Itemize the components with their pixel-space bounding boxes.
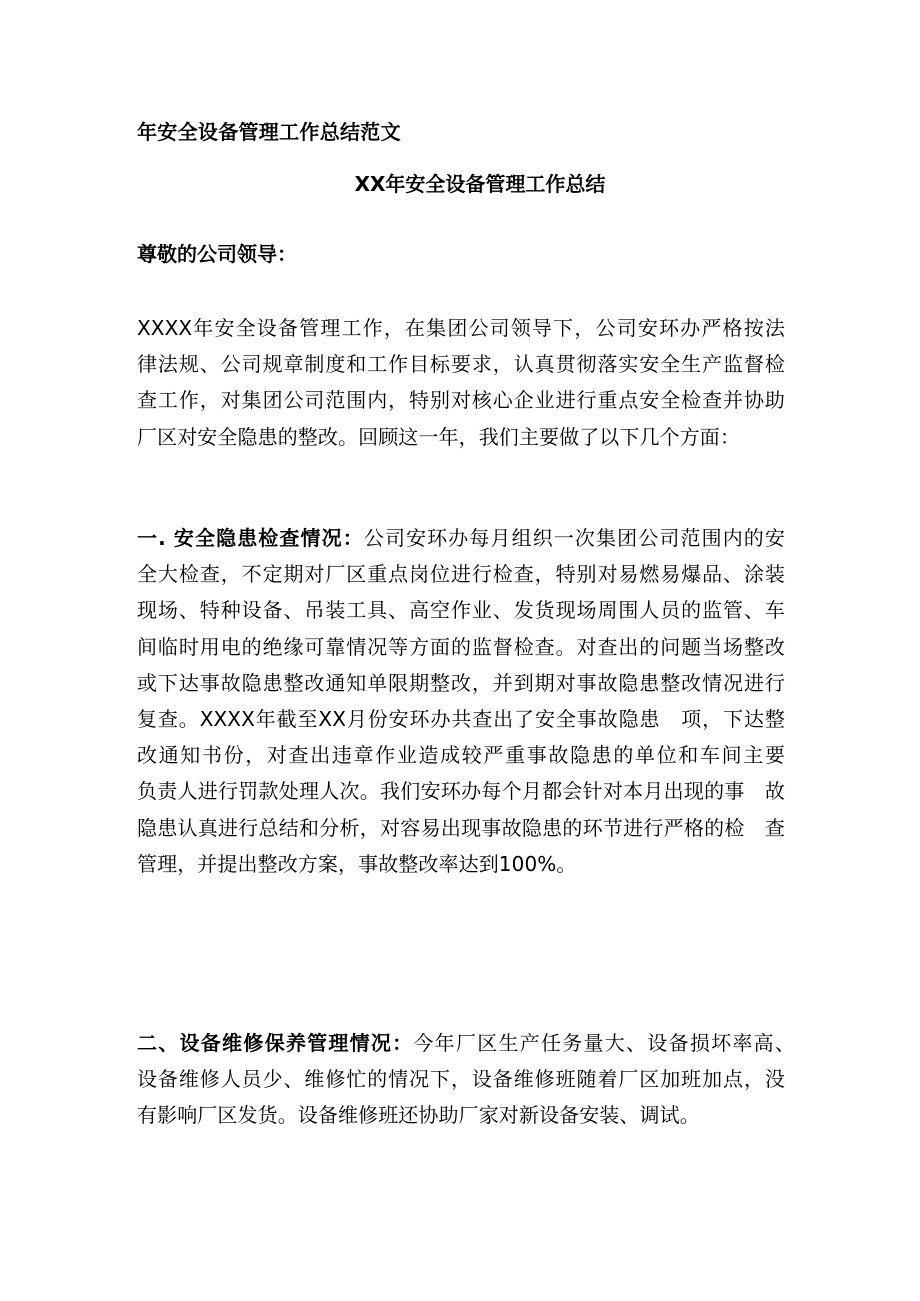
section1-paragraph (137, 520, 826, 882)
main-heading: XX年安全设备管理工作总结 (354, 172, 606, 196)
section2-paragraph (137, 1025, 806, 1134)
section1-body: 公司安环办每月组织一次集团公司范围内的安 全大检查，不定期对厂区重点岗位进行检查，特别对易燃易爆品、涂装 现场、特种设备、吊装工具、高空作业、发货现场周围人员的监管、车 间临时用电的绝缘可靠情况等方面的监督检查。对查出的问题当场整改 或下达事故隐患整改通知单限期整改，并到期对事故隐患整改情况进行 复查。XXXX年截至XX月份安环办共查出了安全事故隐患 项，下达整 改通知书份，对查出违章作业造成较严重事故隐患的单位和车间主要 负责人进行罚款处理人次。我们安环办每个月都会针对本月出现的事 故隐患认真进行总结和分析，对容易出现事故隐患的环节进行严格的检 查管理，并提出整改方案，事故整改率达到100%。 (137, 526, 826, 876)
section1-heading: 一. 安全隐患检查情况： (137, 526, 364, 550)
section2-heading: 二、设备维修保养管理情况： (137, 1031, 414, 1055)
section2-body: 今年厂区生产任务量大、设备损坏率高、 设备维修人员少、维修忙的情况下，设备维修班随着厂区加班加点，没 有影响厂区发货。设备维修班还协助厂家对新设备安装、调试。 (137, 1031, 806, 1128)
salutation: 尊敬的公司领导： (137, 242, 297, 266)
intro-paragraph: XXXX年安全设备管理工作，在集团公司领导下，公司安环办严格按法 律法规、公司规章制度和工作目标要求，认真贯彻落实安全生产监督检 查工作，对集团公司范围内，特别对核心企业进行重点安全检查并协助 厂区对安全隐患的整改。回顾这一年，我们主要做了以下几个方面： (137, 316, 826, 449)
document-title: 年安全设备管理工作总结范文 (137, 120, 401, 144)
